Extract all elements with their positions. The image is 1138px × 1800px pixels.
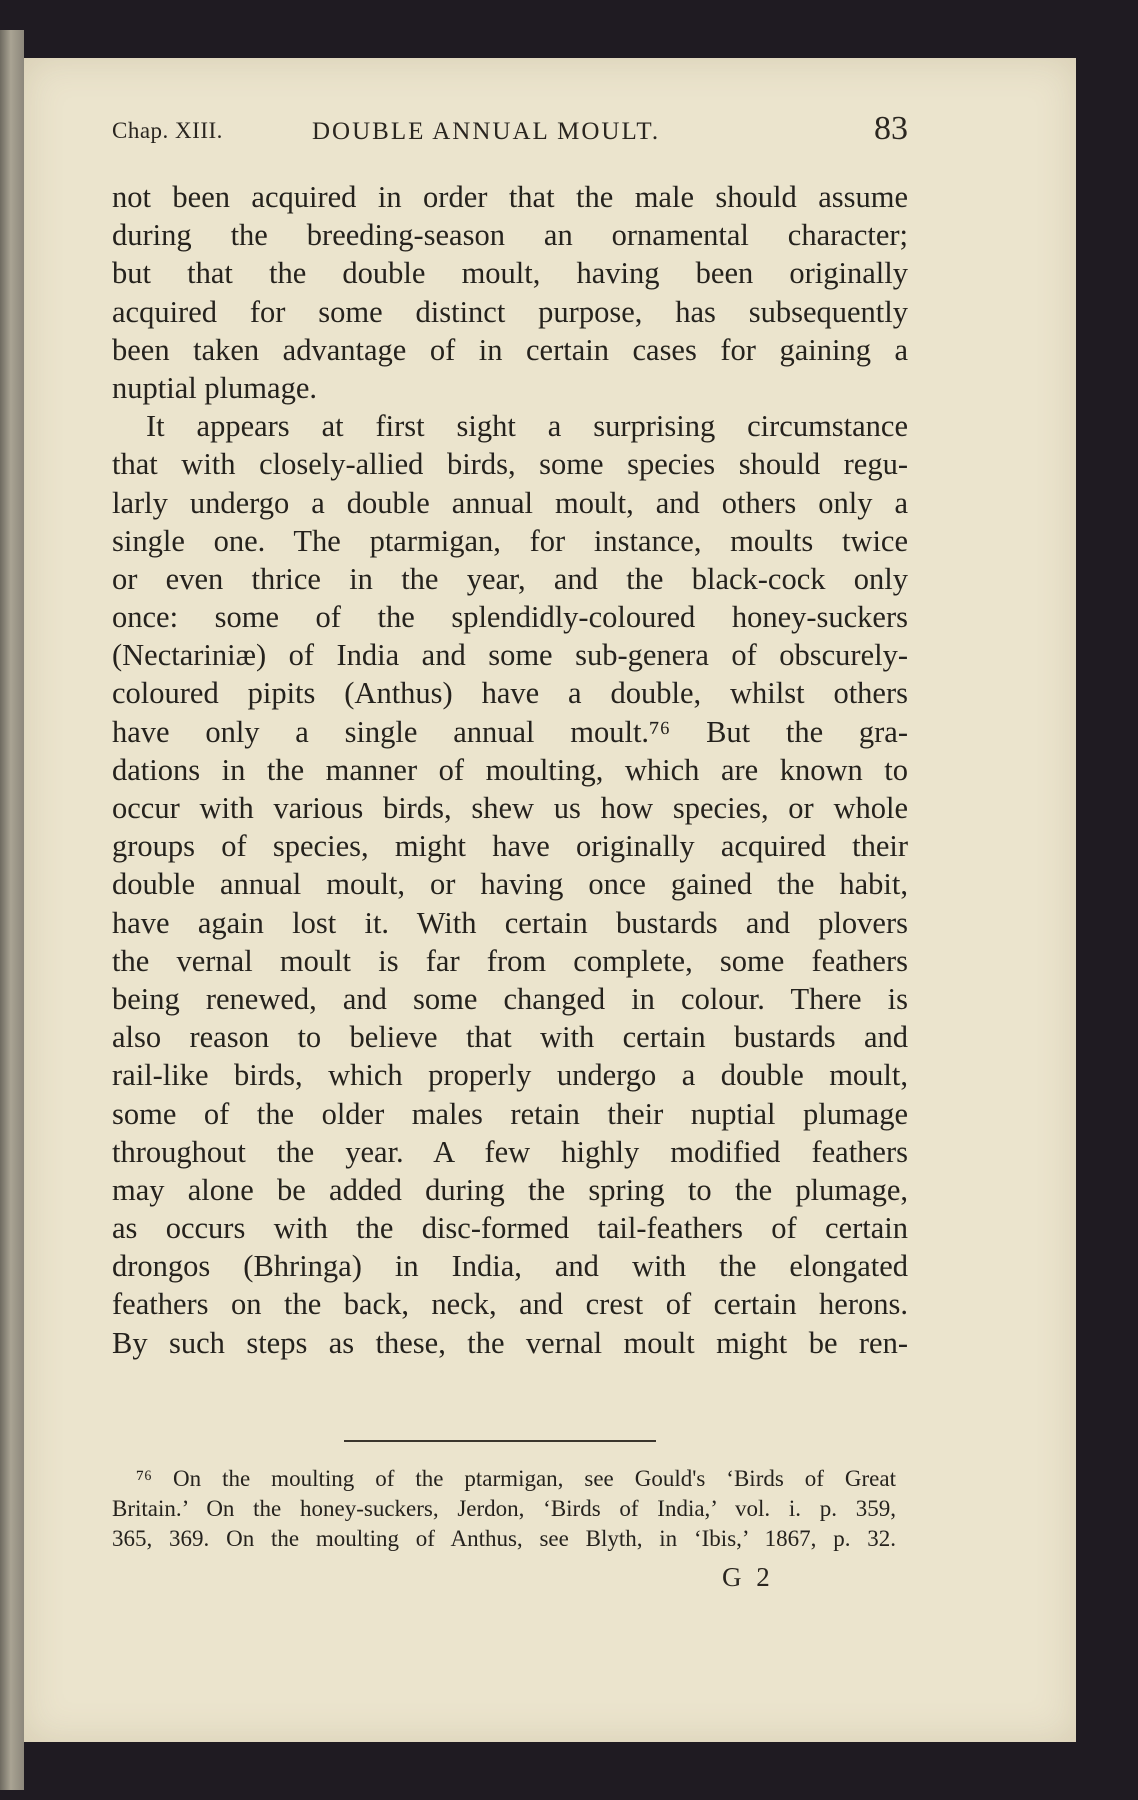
text-line: By such steps as these, the vernal moult might be ren- (112, 1325, 908, 1360)
text-line: rail-like birds, which properly undergo a double moult, (112, 1058, 908, 1093)
text-line: some of the older males retain their nuptial plumage (112, 1096, 908, 1131)
text-line: occur with various birds, shew us how species, or whole (112, 791, 908, 825)
text-line: been taken advantage of in certain cases for gaining a (112, 332, 908, 367)
text-line: (Nectariniæ) of India and some sub-genera of obscurely- (112, 638, 908, 673)
text-line: have only a single annual moult.⁷⁶ But the gra- (112, 714, 908, 749)
chapter-label: Chap. XIII. (112, 118, 223, 143)
text-line: also reason to believe that with certain bustards and (112, 1020, 908, 1055)
text-line: as occurs with the disc-formed tail-feathers of certain (112, 1211, 908, 1246)
text-line: once: some of the splendidly-coloured honey-suckers (112, 600, 908, 635)
footnote-line: Britain.’ On the honey-suckers, Jerdon, ‘Birds of India,’ vol. i. p. 359, (112, 1496, 896, 1521)
running-head (112, 110, 908, 150)
text-line: may alone be added during the spring to the plumage, (112, 1172, 908, 1207)
text-line: larly undergo a double annual moult, and others only a (112, 485, 908, 520)
text-line: being renewed, and some changed in colour. There is (112, 981, 908, 1016)
text-line: or even thrice in the year, and the black-cock only (112, 561, 908, 596)
signature-mark: G 2 (722, 1562, 774, 1592)
text-line: It appears at first sight a surprising circumstance (146, 409, 908, 444)
text-line: drongos (Bhringa) in India, and with the elongated (112, 1249, 908, 1284)
text-line: throughout the year. A few highly modified feathers (112, 1134, 908, 1169)
text-line: groups of species, might have originally acquired their (112, 829, 908, 864)
text-line: not been acquired in order that the male should assume (112, 180, 908, 214)
body-text (112, 178, 908, 1362)
footnote-divider (344, 1440, 656, 1442)
text-line: feathers on the back, neck, and crest of certain herons. (112, 1287, 908, 1322)
footnote-line: ⁷⁶ On the moulting of the ptarmigan, see Gould's ‘Birds of Great (136, 1466, 896, 1491)
text-line: the vernal moult is far from complete, some feathers (112, 943, 908, 978)
page-title: DOUBLE ANNUAL MOULT. (312, 118, 661, 145)
text-line: but that the double moult, having been originally (112, 256, 908, 291)
page-number: 83 (874, 110, 908, 147)
text-line: during the breeding-season an ornamental character; (112, 218, 908, 253)
text-line: that with closely-allied birds, some species should regu- (112, 447, 908, 482)
footnote-line: 365, 369. On the moulting of Anthus, see Blyth, in ‘Ibis,’ 1867, p. 32. (112, 1526, 896, 1551)
text-line: single one. The ptarmigan, for instance, moults twice (112, 523, 908, 558)
footnotes (112, 1464, 896, 1554)
text-line: dations in the manner of moulting, which are known to (112, 752, 908, 787)
text-line: double annual moult, or having once gained the habit, (112, 867, 908, 902)
left-page-edge (0, 30, 24, 1790)
text-line: acquired for some distinct purpose, has subsequently (112, 294, 908, 329)
text-line: have again lost it. With certain bustards and plovers (112, 905, 908, 940)
text-line: nuptial plumage. (112, 370, 317, 405)
text-line: coloured pipits (Anthus) have a double, whilst others (112, 676, 908, 711)
